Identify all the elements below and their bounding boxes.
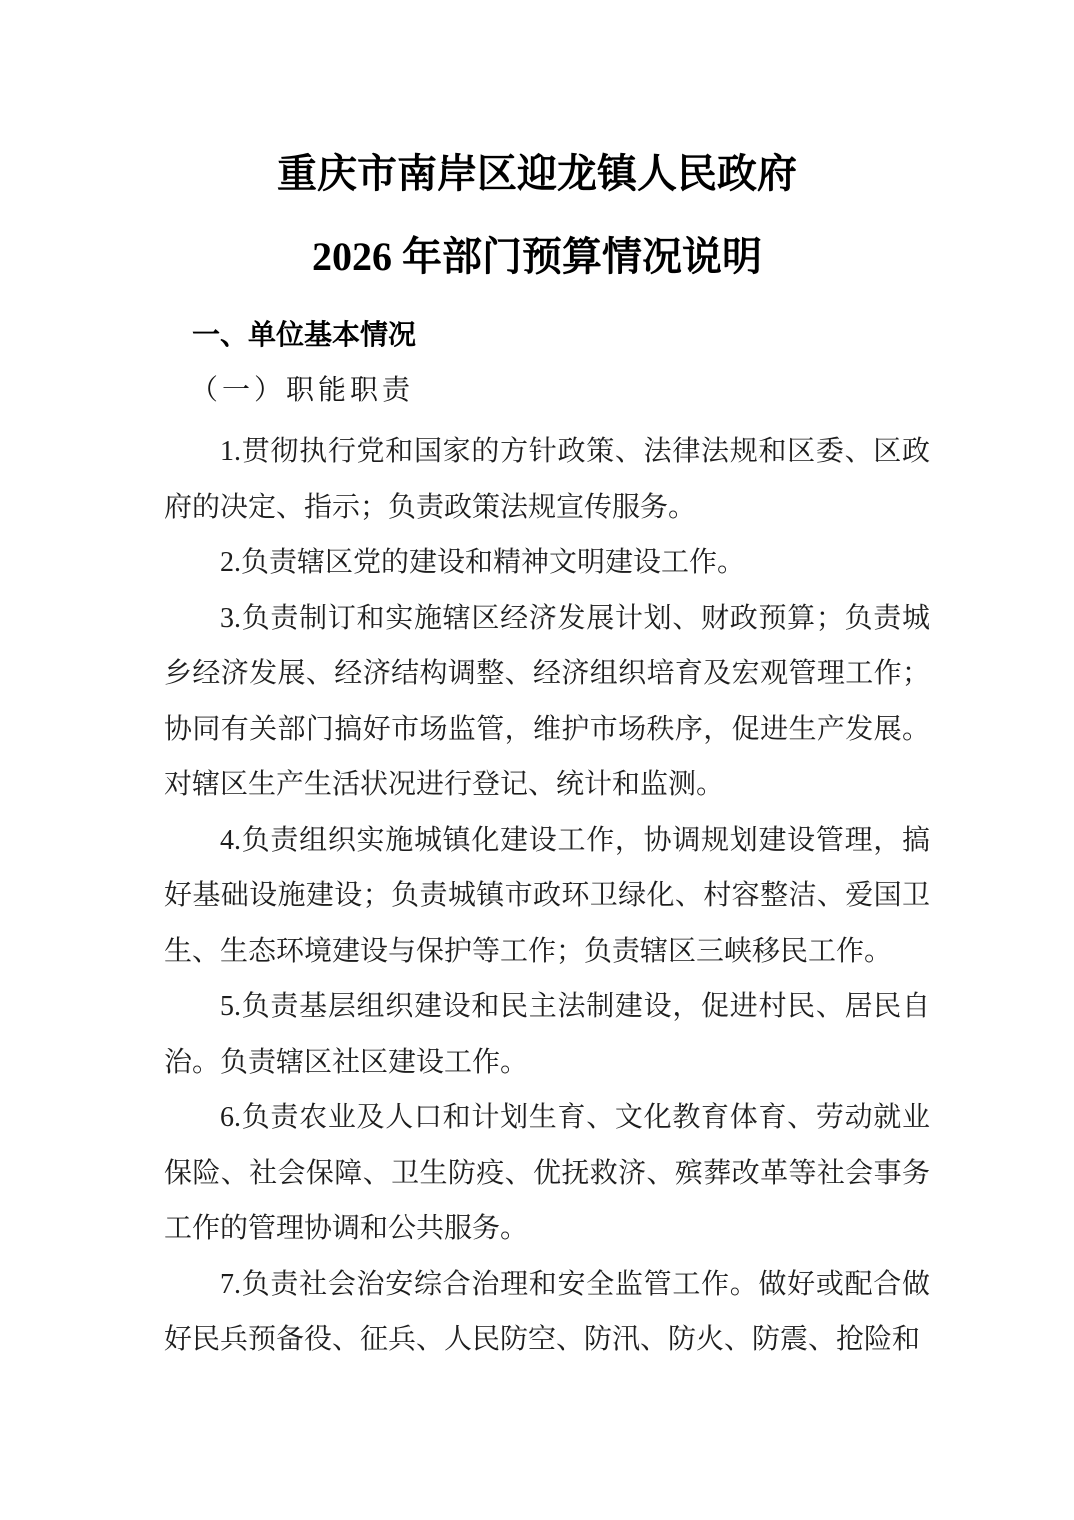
document-body — [164, 307, 930, 1368]
subsection-heading: （一）职能职责 — [190, 374, 415, 406]
paragraph-group — [164, 424, 930, 1368]
paragraph-7: 7.负责社会治安综合治理和安全监管工作。做好或配合做好民兵预备役、征兵、人民防空、防汛、防火、防震、抢险和 — [164, 1268, 930, 1355]
paragraph-6: 6.负责农业及人口和计划生育、文化教育体育、劳动就业保险、社会保障、卫生防疫、优抚救济、殡葬改革等社会事务工作的管理协调和公共服务。 — [164, 1102, 930, 1244]
page-title: 重庆市南岸区迎龙镇人民政府 — [277, 151, 797, 196]
paragraph-5: 5.负责基层组织建设和民主法制建设，促进村民、居民自治。负责辖区社区建设工作。 — [164, 991, 930, 1078]
paragraph-2: 2.负责辖区党的建设和精神文明建设工作。 — [220, 547, 746, 578]
section-heading: 一、单位基本情况 — [192, 319, 417, 350]
paragraph-1: 1.贯彻执行党和国家的方针政策、法律法规和区委、区政府的决定、指示；负责政策法规宣传服务。 — [164, 436, 930, 523]
paragraph-3: 3.负责制订和实施辖区经济发展计划、财政预算；负责城乡经济发展、经济结构调整、经济组织培育及宏观管理工作；协同有关部门搞好市场监管，维护市场秩序，促进生产发展。对辖区生产生活状况进行登记、统计和监测。 — [164, 602, 930, 800]
page-subtitle: 2026 年部门预算情况说明 — [312, 234, 762, 279]
paragraph-4: 4.负责组织实施城镇化建设工作，协调规划建设管理，搞好基础设施建设；负责城镇市政环卫绿化、村容整洁、爱国卫生、生态环境建设与保护等工作；负责辖区三峡移民工作。 — [164, 824, 930, 967]
